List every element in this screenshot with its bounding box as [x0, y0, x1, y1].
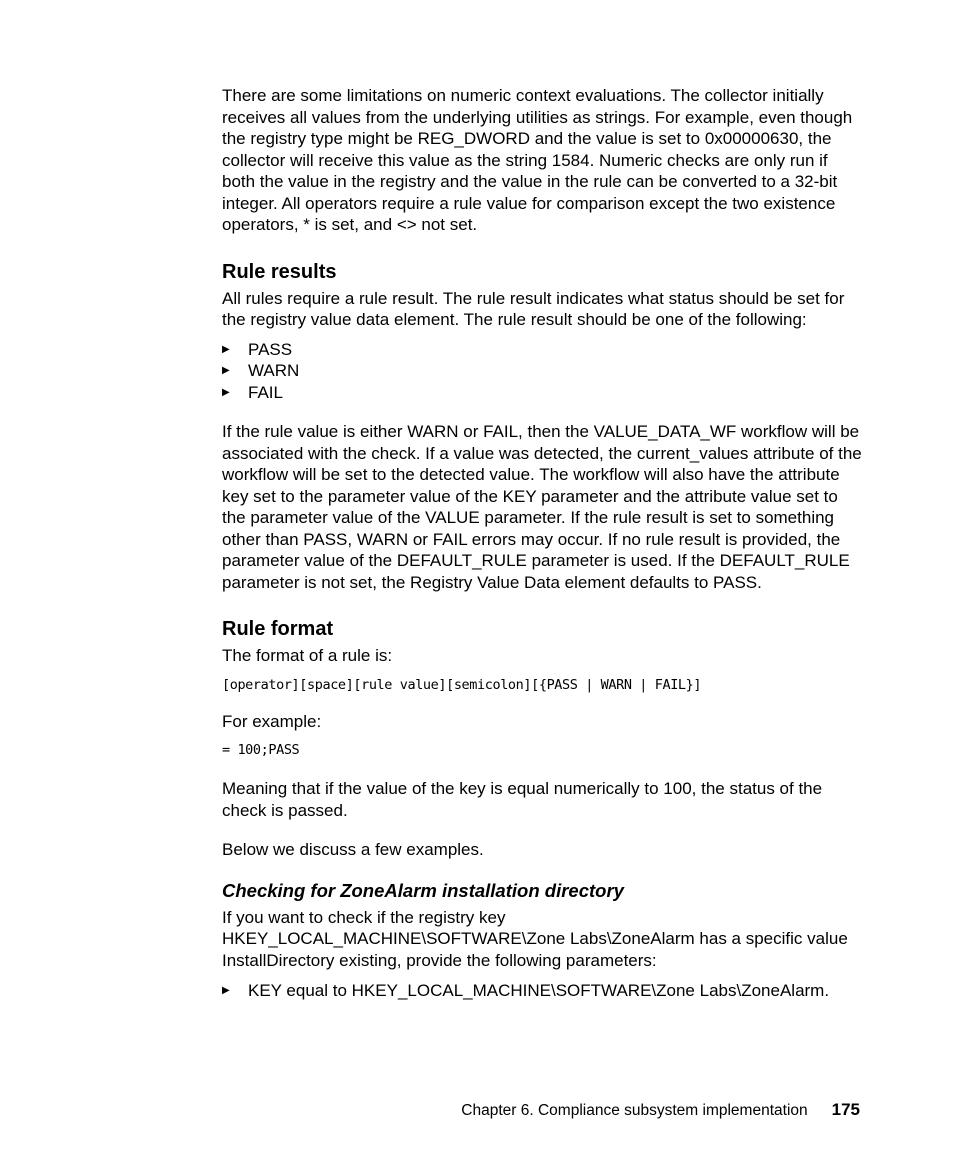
triangle-bullet-icon: ▶ [222, 985, 230, 996]
zonealarm-heading: Checking for ZoneAlarm installation directory [222, 879, 624, 901]
zonealarm-parameter-list [222, 980, 864, 1002]
rule-result-list [222, 339, 864, 404]
triangle-bullet-icon: ▶ [222, 386, 230, 398]
chapter-title: Chapter 6. Compliance subsystem implementation [461, 1102, 808, 1119]
list-item: ▶ KEY equal to HKEY_LOCAL_MACHINE\SOFTWARE\Zone Labs\ZoneAlarm. [222, 981, 830, 1000]
page-content [222, 85, 864, 1002]
page-number: 175 [831, 1100, 860, 1119]
zonealarm-intro-line: If you want to check if the registry key [222, 907, 506, 927]
list-item: ▶ FAIL [222, 382, 283, 402]
example-code: = 100;PASS [222, 742, 300, 758]
rule-format-intro: The format of a rule is: [222, 646, 393, 665]
list-item: ▶ PASS [222, 339, 293, 359]
intro-paragraph: There are some limitations on numeric context evaluations. The collector initially receives all values from the underlying utilities as strings. For example, even though the registry type might be REG_DWORD and the value is set to 0x00000630, the collector will receive this value as the string 1584. Numeric checks are only run if both the value in the registry and the value in the rule can be converted to a 32-bit integer. All operators require a rule value for comparison except the two existence operators, * is set, and <> not set. [222, 86, 853, 234]
rule-results-explanation: If the rule value is either WARN or FAIL, then the VALUE_DATA_WF workflow will be associated with the check. If a value was detected, the current_values attribute of the workflow will be set to the detected value. The workflow will also have the attribute key set to the parameter value of the KEY parameter and the attribute value set to the parameter value of the VALUE parameter. If the rule result is set to something other than PASS, WARN or FAIL errors may occur. If no rule result is provided, the parameter value of the DEFAULT_RULE parameter is used. If the DEFAULT_RULE parameter is not set, the Registry Value Data element defaults to PASS. [222, 422, 862, 592]
example-label: For example: [222, 711, 322, 731]
rule-format-heading: Rule format [222, 618, 334, 640]
rule-results-heading: Rule results [222, 260, 337, 283]
triangle-bullet-icon: ▶ [222, 343, 230, 355]
rule-format-code: [operator][space][rule value][semicolon][{PASS | WARN | FAIL}] [222, 676, 702, 693]
list-item: ▶ WARN [222, 361, 300, 380]
zonealarm-intro-rest: HKEY_LOCAL_MACHINE\SOFTWARE\Zone Labs\ZoneAlarm has a specific value InstallDirectory existing, provide the following parameters: [222, 929, 848, 970]
page-footer [461, 1100, 860, 1121]
meaning-paragraph: Meaning that if the value of the key is equal numerically to 100, the status of the check is passed. [222, 779, 823, 820]
below-paragraph: Below we discuss a few examples. [222, 840, 484, 859]
triangle-bullet-icon: ▶ [222, 365, 230, 376]
rule-results-intro: All rules require a rule result. The rule result indicates what status should be set for the registry value data element. The rule result should be one of the following: [222, 288, 845, 329]
